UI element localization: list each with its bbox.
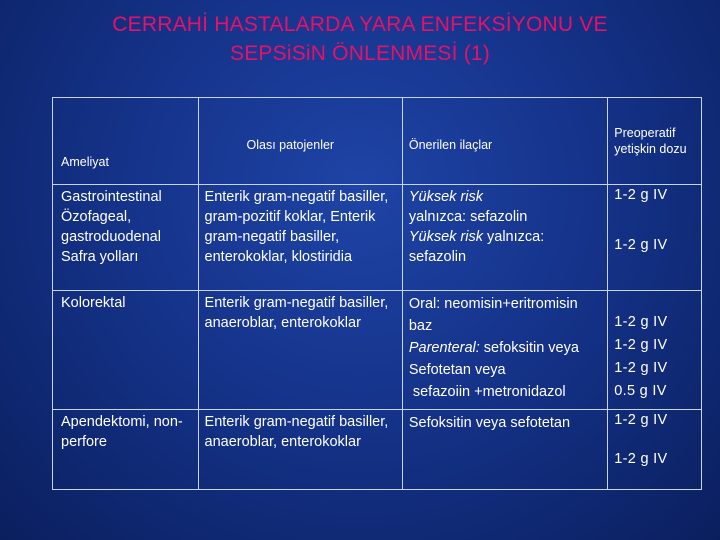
- cell-ameliyat: [53, 410, 199, 490]
- ilac-text: sefoksitin veya: [479, 340, 579, 356]
- patojenler-text: Enterik gram-negatif basiller, anaeroblar, enterokoklar: [204, 295, 389, 331]
- ilac-text: yalnızca: sefazolin: [408, 209, 528, 225]
- cell-ilaclar: [402, 185, 607, 291]
- doz-text: 1-2 g IV: [614, 451, 668, 467]
- cell-patojenler: [198, 410, 402, 490]
- doz-text: 1-2 g IV: [614, 314, 668, 330]
- title-line-2: SEPSiSiN ÖNLENMESİ (1): [230, 42, 490, 65]
- table-row: [53, 185, 702, 291]
- cell-patojenler: [198, 291, 402, 410]
- header-ameliyat: Ameliyat: [53, 98, 199, 185]
- ilac-text: Parenteral:: [408, 340, 480, 356]
- title-line-1: CERRAHİ HASTALARDA YARA ENFEKSİYONU VE: [112, 13, 608, 36]
- ameliyat-text: Safra yolları: [61, 249, 139, 265]
- header-doz: Preoperatif yetişkin dozu: [608, 98, 702, 185]
- cell-doz: [608, 291, 702, 410]
- table-header-row: [53, 98, 702, 185]
- page-title: [40, 10, 680, 68]
- cell-ilaclar: [402, 410, 607, 490]
- table-row: [53, 291, 702, 410]
- header-ilaclar: Önerilen ilaçlar: [402, 98, 607, 185]
- doz-text: 1-2 g IV: [614, 187, 668, 203]
- ilac-text: Yüksek risk: [408, 229, 483, 245]
- patojenler-text: Enterik gram-negatif basiller, gram-pozitif koklar, Enterik gram-negatif basiller, enterokoklar, klostiridia: [204, 189, 389, 265]
- doz-text: 1-2 g IV: [614, 337, 668, 353]
- cell-patojenler: [198, 185, 402, 291]
- antibiotic-prophylaxis-table: [52, 97, 702, 490]
- cell-doz: [608, 410, 702, 490]
- cell-doz: [608, 185, 702, 291]
- ilac-text: yalnızca: sefazolin: [408, 229, 545, 265]
- ameliyat-text: Özofageal, gastroduodenal: [61, 209, 161, 245]
- doz-text: 0.5 g IV: [614, 383, 667, 399]
- ameliyat-text: Gastrointestinal: [61, 189, 162, 205]
- cell-ameliyat: [53, 291, 199, 410]
- ilac-text: Sefotetan veya: [408, 362, 506, 378]
- ilac-text: sefazoiin +metronidazol: [408, 384, 566, 400]
- doz-text: 1-2 g IV: [614, 412, 668, 428]
- ilac-text: Sefoksitin veya sefotetan: [408, 415, 571, 431]
- header-patojenler-label: Olası patojenler: [246, 138, 335, 152]
- cell-ameliyat: [53, 185, 199, 291]
- table-row: [53, 410, 702, 490]
- ilac-text: Oral: neomisin+eritromisin baz: [408, 296, 578, 334]
- doz-text: 1-2 g IV: [614, 237, 668, 253]
- ilac-text: Yüksek risk: [408, 189, 483, 205]
- doz-text: 1-2 g IV: [614, 360, 668, 376]
- cell-ilaclar: [402, 291, 607, 410]
- patojenler-text: Enterik gram-negatif basiller, anaeroblar, enterokoklar: [204, 414, 389, 450]
- ameliyat-text: Kolorektal: [61, 295, 126, 311]
- ameliyat-text: Apendektomi, non-perfore: [61, 414, 183, 450]
- header-patojenler: [198, 98, 402, 185]
